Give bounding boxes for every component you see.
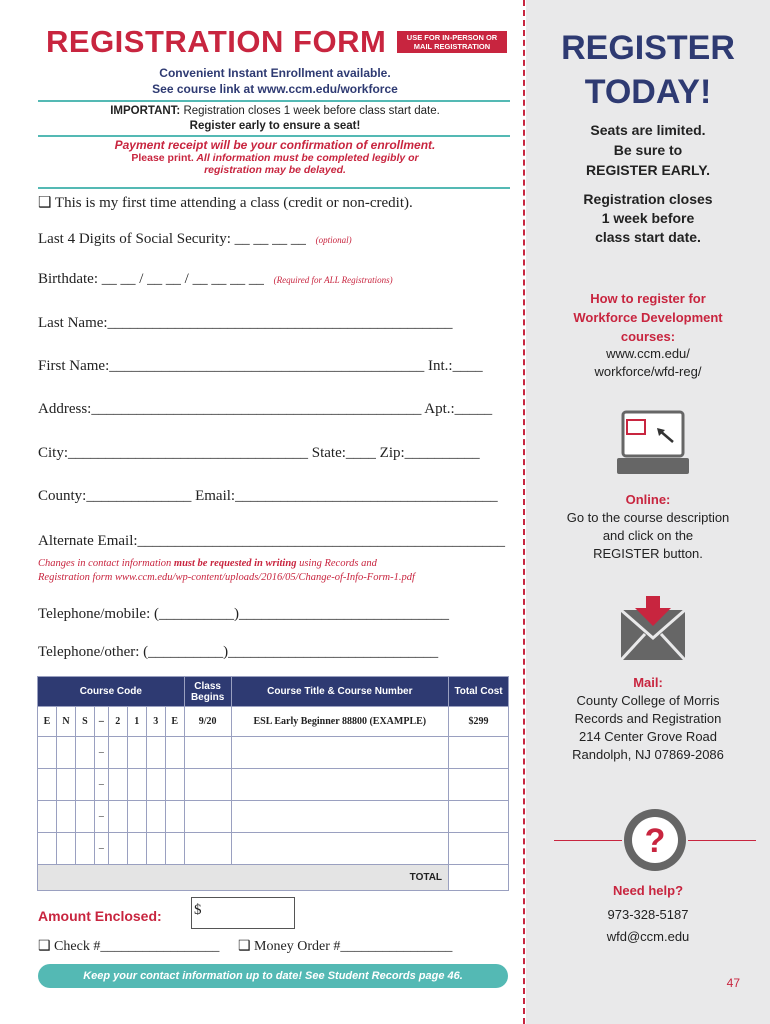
code-char: 1 [127, 707, 146, 737]
important-line2: Register early to ensure a seat! [189, 120, 361, 132]
telephone-mobile-field[interactable]: Telephone/mobile: (__________)____________________________ [38, 606, 449, 622]
seats-line1: Seats are limited. [590, 122, 706, 138]
heading-line2: TODAY! [584, 73, 712, 111]
online-line3: REGISTER button. [593, 546, 703, 561]
total-cost-cell[interactable] [449, 865, 509, 891]
online-heading: Online: [625, 492, 671, 507]
divider [38, 135, 510, 137]
svg-text:?: ? [644, 822, 666, 860]
county-email-field[interactable]: County:______________ Email:___________________________________ [38, 488, 498, 504]
online-line2: and click on the [602, 528, 694, 543]
birthdate-field[interactable] [38, 271, 393, 288]
mail-line2: Records and Registration [574, 711, 722, 726]
example-begins: 9/20 [184, 707, 231, 737]
ssn-label: Last 4 Digits of Social Security: __ __ __ __ [38, 231, 306, 247]
code-char: S [75, 707, 94, 737]
table-row[interactable] [38, 737, 509, 769]
enrollment-note-line2: See course link at www.ccm.edu/workforce [152, 82, 398, 96]
online-line1: Go to the course description [566, 510, 730, 525]
amount-enclosed-input[interactable]: $ [191, 897, 295, 929]
changes-bold: must be requested in writing [173, 558, 297, 569]
header-total-cost: Total Cost [449, 677, 509, 707]
important-text: Registration closes 1 week before class start date. [180, 105, 440, 117]
contact-change-note [38, 557, 518, 585]
question-mark-icon [621, 806, 689, 874]
divider [688, 840, 756, 841]
code-char: E [38, 707, 57, 737]
form-title: REGISTRATION FORM [46, 24, 387, 59]
ssn-note: (optional) [315, 235, 352, 245]
mail-line3: 214 Center Grove Road [578, 729, 718, 744]
money-order-field[interactable]: ❑ Money Order #________________ [238, 939, 453, 954]
changes-text-2: using Records and [296, 558, 377, 569]
divider [554, 840, 622, 841]
mail-line1: County College of Morris [576, 693, 720, 708]
enrollment-note-line1: Convenient Instant Enrollment available. [159, 66, 391, 80]
city-state-zip-field[interactable]: City:________________________________ State:____ Zip:__________ [38, 445, 480, 461]
help-phone[interactable]: 973-328-5187 [607, 907, 689, 922]
code-dash: – [94, 737, 108, 769]
need-help-heading: Need help? [612, 883, 684, 898]
ssn-field[interactable] [38, 231, 352, 248]
laptop-icon [615, 410, 691, 482]
page-number: 47 [726, 976, 740, 990]
registration-closes-note [526, 190, 770, 247]
example-title: ESL Early Beginner 88800 (EXAMPLE) [231, 707, 448, 737]
course-table [37, 676, 509, 891]
address-field[interactable]: Address:____________________________________________ Apt.:_____ [38, 401, 493, 417]
how-to-register-heading [526, 289, 770, 346]
seats-line3: REGISTER EARLY. [586, 162, 710, 178]
important-label: IMPORTANT: [110, 105, 181, 117]
how-to-register-url[interactable] [526, 345, 770, 381]
heading-line1: REGISTER [561, 29, 735, 67]
check-number-field[interactable]: ❑ Check #_________________ [38, 939, 220, 954]
howto-line1: How to register for [590, 291, 706, 306]
header-class-begins: Class Begins [184, 677, 231, 707]
online-instructions [526, 509, 770, 563]
header-course-code: Course Code [38, 677, 185, 707]
header-course-title: Course Title & Course Number [231, 677, 448, 707]
table-row[interactable] [38, 769, 509, 801]
use-badge: USE FOR IN-PERSON OR MAIL REGISTRATION [397, 31, 507, 53]
example-cost: $299 [449, 707, 509, 737]
code-char: 3 [146, 707, 165, 737]
closes-line3: class start date. [595, 229, 701, 245]
birthdate-note: (Required for ALL Registrations) [273, 275, 393, 285]
code-dash: – [94, 833, 108, 865]
help-email[interactable]: wfd@ccm.edu [606, 929, 690, 944]
code-char: N [56, 707, 75, 737]
payment-please: Please print. [131, 152, 194, 164]
code-dash: – [94, 769, 108, 801]
table-header-row [38, 677, 509, 707]
cut-line [523, 0, 525, 1024]
mail-envelope-icon [619, 596, 687, 664]
alternate-email-field[interactable]: Alternate Email:_________________________________________________ [38, 533, 506, 549]
closes-line2: 1 week before [601, 210, 695, 226]
changes-text-1: Changes in contact information [38, 558, 174, 569]
first-time-checkbox[interactable]: ❑ This is my first time attending a class (credit or non-credit). [38, 195, 413, 211]
table-row[interactable] [38, 801, 509, 833]
mail-heading: Mail: [633, 675, 663, 690]
table-total-row [38, 865, 509, 891]
amount-enclosed-label: Amount Enclosed: [38, 908, 162, 924]
contact-update-banner: Keep your contact information up to date! See Student Records page 46. [38, 964, 508, 988]
seats-line2: Be sure to [613, 142, 683, 158]
howto-line3: courses: [620, 329, 676, 344]
table-row-example [38, 707, 509, 737]
enrollment-note [40, 65, 510, 97]
birthdate-label: Birthdate: __ __ / __ __ / __ __ __ __ [38, 271, 264, 287]
seats-limited-note [526, 120, 770, 180]
first-name-field[interactable]: First Name:__________________________________________ Int.:____ [38, 358, 483, 374]
payment-line2: All information must be completed legibly or [193, 152, 419, 164]
changes-link[interactable]: Registration form www.ccm.edu/wp-content/uploads/2016/05/Change-of-Info-Form-1.pdf [38, 572, 415, 583]
total-label: TOTAL [38, 865, 449, 891]
payment-line1: Payment receipt will be your confirmation of enrollment. [114, 138, 436, 152]
howto-line2: Workforce Development [573, 310, 723, 325]
closes-line1: Registration closes [583, 191, 713, 207]
mail-line4: Randolph, NJ 07869-2086 [572, 747, 724, 762]
register-sidebar [526, 0, 770, 1024]
url-line2: workforce/wfd-reg/ [594, 364, 702, 379]
divider [38, 100, 510, 102]
payment-notice [40, 138, 510, 176]
help-contact [526, 904, 770, 948]
url-line1: www.ccm.edu/ [606, 346, 690, 361]
important-notice [40, 104, 510, 134]
mail-address [526, 692, 770, 764]
code-char: 2 [108, 707, 127, 737]
last-name-field[interactable]: Last Name:______________________________________________ [38, 315, 453, 331]
telephone-other-field[interactable]: Telephone/other: (__________)____________________________ [38, 644, 439, 660]
code-dash: – [94, 801, 108, 833]
code-char: E [165, 707, 184, 737]
register-today-heading [526, 26, 770, 114]
code-char: – [94, 707, 108, 737]
divider [38, 187, 510, 189]
table-row[interactable] [38, 833, 509, 865]
payment-line3: registration may be delayed. [204, 164, 346, 176]
